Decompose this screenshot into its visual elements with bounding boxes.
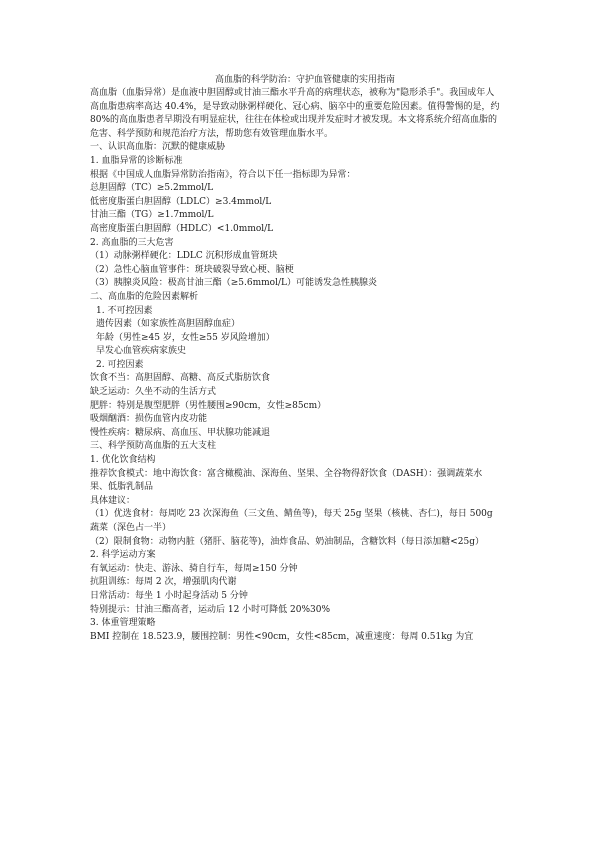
- text-line: 早发心血管疾病家族史: [96, 346, 187, 357]
- text-line: 抗阻训练：每周 2 次，增强肌肉代谢: [90, 577, 237, 588]
- subsection-heading: 3. 体重管理策略: [90, 618, 156, 629]
- subsection-heading: 2. 高血脂的三大危害: [90, 237, 174, 248]
- text-line: 特别提示：甘油三酯高者，运动后 12 小时可降低 20%30%: [90, 604, 331, 615]
- text-line: 总胆固醇（TC）≥5.2mmol/L: [90, 183, 214, 194]
- subsection-heading: 1. 血脂异常的诊断标准: [90, 155, 183, 166]
- text-line: 甘油三酯（TG）≥1.7mmol/L: [90, 210, 214, 221]
- text-line: 有氧运动：快走、游泳、骑自行车，每周≥150 分钟: [90, 563, 298, 574]
- text-line: BMI 控制在 18.523.9，腰围控制：男性<90cm，女性<85cm，减重速度：每周 0.51kg 为宜: [90, 631, 474, 642]
- list-item: （3）胰腺炎风险：极高甘油三酯（≥5.6mmol/L）可能诱发急性胰腺炎: [90, 278, 377, 289]
- subsection-heading: 1. 优化饮食结构: [90, 455, 156, 466]
- text-line: 肥胖：特别是腹型肥胖（男性腰围≥90cm，女性≥85cm）: [90, 400, 327, 411]
- section-heading-1: 一、认识高血脂：沉默的健康威胁: [90, 142, 226, 153]
- list-item: （1）优选食材：每周吃 23 次深海鱼（三文鱼、鲭鱼等)，每天 25g 坚果（核桃、杏仁)，每日 500g 蔬菜（深色占一半）: [90, 509, 493, 533]
- subsection-heading: 2. 科学运动方案: [90, 550, 156, 561]
- text-line: 慢性疾病：糖尿病、高血压、甲状腺功能减退: [90, 427, 271, 438]
- list-item: （2）限制食物：动物内脏（猪肝、脑花等)，油炸食品、奶油制品，含糖饮料（每日添加糖<25g）: [90, 536, 484, 547]
- intro-paragraph: 高血脂（血脂异常）是血液中胆固醇或甘油三酯水平升高的病理状态，被称为"隐形杀手"。我国成年人高血脂患病率高达 40.4%，是导致动脉粥样硬化、冠心病、脑卒中的重要危险因素。值得警惕的是，约 80%的高血脂患者早期没有明显症状，往往在体检或出现并发症时才被发现。本文将系统介绍高血脂的危害、科学预防和规范治疗方法，帮助您有效管理血脂水平。: [90, 88, 500, 139]
- text-line: 日常活动：每坐 1 小时起身活动 5 分钟: [90, 590, 248, 601]
- text-line: 吸烟酗酒：损伤血管内皮功能: [90, 414, 208, 425]
- text-line: 低密度脂蛋白胆固醇（LDLC）≥3.4mmol/L: [90, 196, 272, 207]
- subsection-heading: 2. 可控因素: [96, 359, 144, 370]
- subsection-heading: 1. 不可控因素: [96, 305, 153, 316]
- text-line: 饮食不当：高胆固醇、高糖、高反式脂肪饮食: [90, 373, 271, 384]
- text-line: 具体建议：: [90, 495, 136, 506]
- text-line: 缺乏运动：久坐不动的生活方式: [90, 387, 217, 398]
- list-item: （1）动脉粥样硬化：LDLC 沉积形成血管斑块: [90, 251, 278, 262]
- text-line: 年龄（男性≥45 岁，女性≥55 岁风险增加）: [96, 332, 275, 343]
- section-heading-3: 三、科学预防高血脂的五大支柱: [90, 441, 217, 452]
- document-title: 高血脂的科学防治：守护血管健康的实用指南: [214, 75, 395, 85]
- text-line: 遗传因素（如家族性高胆固醇血症）: [96, 319, 241, 330]
- list-item: （2）急性心脑血管事件：斑块破裂导致心梗、脑梗: [90, 264, 294, 275]
- document-body: [90, 87, 500, 644]
- text-line: 根据《中国成人血脂异常防治指南》，符合以下任一指标即为异常：: [90, 169, 356, 180]
- section-heading-2: 二、高血脂的危险因素解析: [90, 291, 199, 302]
- text-line: 推荐饮食模式：地中海饮食：富含橄榄油、深海鱼、坚果、全谷物得舒饮食（DASH）：强调蔬菜水果、低脂乳制品: [90, 468, 483, 493]
- text-line: 高密度脂蛋白胆固醇（HDLC）<1.0mmol/L: [90, 223, 274, 234]
